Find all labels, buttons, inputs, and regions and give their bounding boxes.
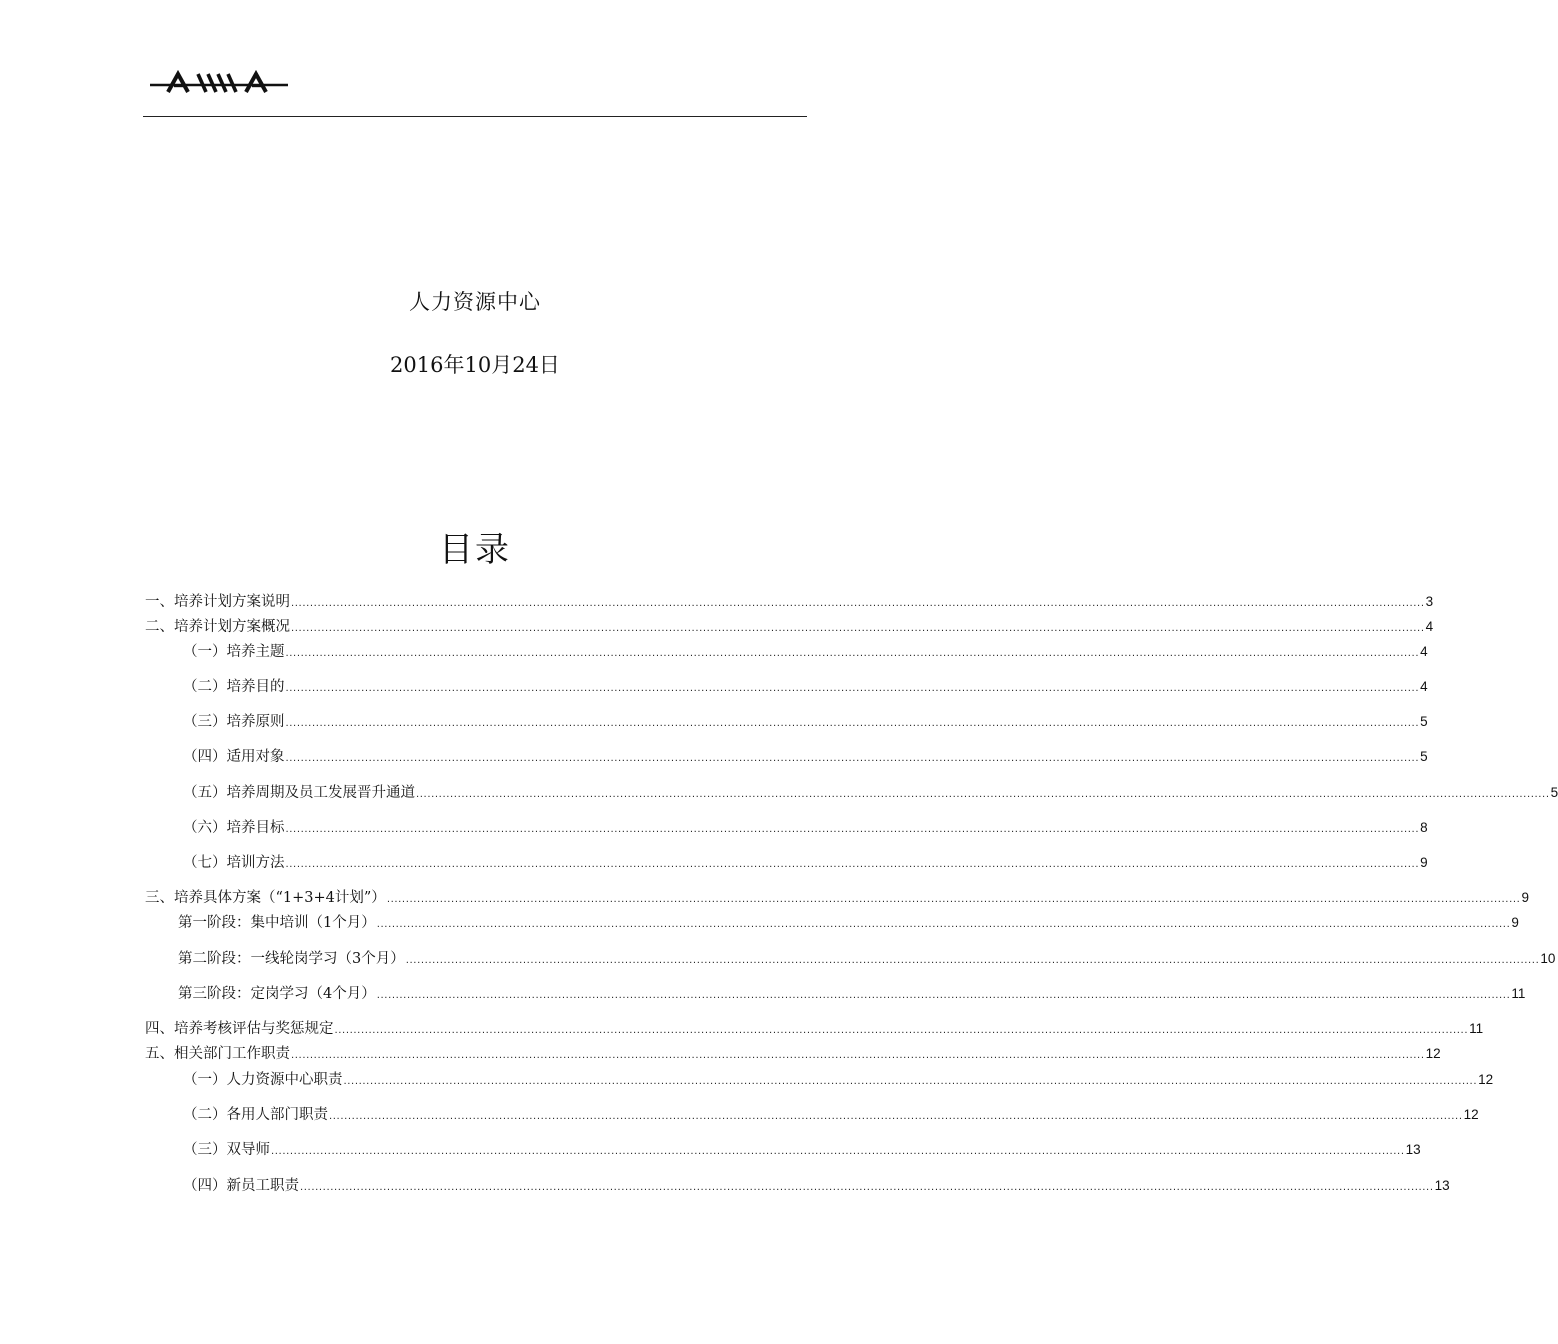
toc-entry-title: 第一阶段：集中培训（1个月）	[178, 915, 376, 931]
toc-entry[interactable]	[183, 712, 1428, 732]
toc-entry-title: 第二阶段：一线轮岗学习（3个月）	[178, 951, 405, 967]
toc-title: 目录	[439, 530, 511, 570]
toc-dot-leader: ............................................................................................................................................................................................................................................................................................................	[405, 955, 1540, 966]
toc-page-number: 5	[1550, 785, 1558, 800]
toc-dot-leader: ............................................................................................................................................................................................................................................................................................................	[271, 1146, 1405, 1157]
toc-entry-title: （一）人力资源中心职责	[183, 1072, 343, 1088]
document-date: 2016年10月24日	[390, 353, 560, 377]
toc-page-number: 5	[1420, 749, 1428, 764]
toc-dot-leader: ............................................................................................................................................................................................................................................................................................................	[291, 598, 1425, 609]
toc-page-number: 12	[1478, 1072, 1494, 1087]
toc-entry-title: 第三阶段：定岗学习（4个月）	[178, 986, 376, 1002]
toc-entry-title: （三）培养原则	[183, 714, 285, 730]
toc-entry[interactable]	[178, 949, 1556, 969]
toc-entry-title: （三）双导师	[183, 1142, 270, 1158]
toc-dot-leader: ............................................................................................................................................................................................................................................................................................................	[376, 919, 1511, 930]
toc-dot-leader: ............................................................................................................................................................................................................................................................................................................	[285, 824, 1420, 835]
toc-entry[interactable]	[183, 642, 1428, 662]
toc-page-number: 3	[1425, 594, 1434, 609]
toc-page-number: 4	[1425, 619, 1434, 634]
toc-page-number: 13	[1434, 1178, 1450, 1193]
toc-page-number: 8	[1420, 820, 1428, 835]
toc-entry[interactable]	[183, 747, 1428, 767]
toc-entry-title: （二）各用人部门职责	[183, 1107, 328, 1123]
toc-entry-title: 二、培养计划方案概况	[145, 619, 290, 635]
toc-page-number: 9	[1521, 890, 1529, 905]
toc-entry-title: 五、相关部门工作职责	[145, 1046, 290, 1062]
toc-entry-title: （四）适用对象	[183, 749, 285, 765]
toc-entry[interactable]	[145, 1044, 1441, 1064]
toc-entry-title: （二）培养目的	[183, 679, 285, 695]
toc-page-number: 11	[1511, 986, 1526, 1001]
toc-entry-title: （四）新员工职责	[183, 1178, 299, 1194]
toc-entry-title: 三、培养具体方案（“1+3+4计划”）	[145, 890, 386, 906]
toc-dot-leader: ............................................................................................................................................................................................................................................................................................................	[285, 683, 1420, 694]
toc-entry[interactable]	[183, 677, 1428, 697]
toc-entry-title: （五）培养周期及员工发展晋升通道	[183, 785, 415, 801]
toc-page-number: 12	[1463, 1107, 1479, 1122]
toc-entry-title: 一、培养计划方案说明	[145, 594, 290, 610]
toc-entry[interactable]	[145, 617, 1434, 637]
toc-entry[interactable]	[183, 818, 1428, 838]
toc-page-number: 10	[1540, 951, 1556, 966]
toc-entry[interactable]	[183, 1070, 1494, 1090]
toc-entry[interactable]	[183, 1176, 1450, 1196]
toc-dot-leader: ............................................................................................................................................................................................................................................................................................................	[343, 1076, 1478, 1087]
toc-dot-leader: ............................................................................................................................................................................................................................................................................................................	[285, 859, 1420, 870]
toc-entry[interactable]	[145, 592, 1434, 612]
toc-dot-leader: ............................................................................................................................................................................................................................................................................................................	[300, 1182, 1434, 1193]
toc-dot-leader: ............................................................................................................................................................................................................................................................................................................	[376, 990, 1511, 1001]
toc-entry[interactable]	[178, 913, 1519, 933]
toc-page-number: 13	[1405, 1142, 1421, 1157]
toc-entry[interactable]	[183, 783, 1558, 803]
toc-page-number: 9	[1420, 855, 1428, 870]
toc-dot-leader: ............................................................................................................................................................................................................................................................................................................	[329, 1111, 1463, 1122]
toc-dot-leader: ............................................................................................................................................................................................................................................................................................................	[285, 753, 1420, 764]
toc-entry[interactable]	[145, 1019, 1484, 1039]
toc-page-number: 4	[1420, 644, 1428, 659]
toc-entry[interactable]	[183, 1105, 1479, 1125]
toc-page-number: 4	[1420, 679, 1428, 694]
toc-dot-leader: ............................................................................................................................................................................................................................................................................................................	[386, 894, 1521, 905]
toc-entry[interactable]	[183, 1140, 1421, 1160]
toc-dot-leader: ............................................................................................................................................................................................................................................................................................................	[291, 623, 1425, 634]
toc-page-number: 5	[1420, 714, 1428, 729]
toc-entry-title: （六）培养目标	[183, 820, 285, 836]
toc-dot-leader: ............................................................................................................................................................................................................................................................................................................	[416, 789, 1550, 800]
toc-entry-title: 四、培养考核评估与奖惩规定	[145, 1021, 334, 1037]
toc-dot-leader: ............................................................................................................................................................................................................................................................................................................	[291, 1050, 1425, 1061]
toc-dot-leader: ............................................................................................................................................................................................................................................................................................................	[334, 1025, 1469, 1036]
toc-entry[interactable]	[183, 853, 1428, 873]
toc-entry[interactable]	[178, 984, 1526, 1004]
department-name: 人力资源中心	[409, 290, 541, 314]
toc-entry-title: （一）培养主题	[183, 644, 285, 660]
toc-page-number: 9	[1511, 915, 1519, 930]
toc-entry-title: （七）培训方法	[183, 855, 285, 871]
toc-entry[interactable]	[145, 888, 1529, 908]
toc-dot-leader: ............................................................................................................................................................................................................................................................................................................	[285, 718, 1420, 729]
toc-page-number: 12	[1425, 1046, 1441, 1061]
toc-dot-leader: ............................................................................................................................................................................................................................................................................................................	[285, 648, 1420, 659]
toc-page-number: 11	[1469, 1021, 1484, 1036]
